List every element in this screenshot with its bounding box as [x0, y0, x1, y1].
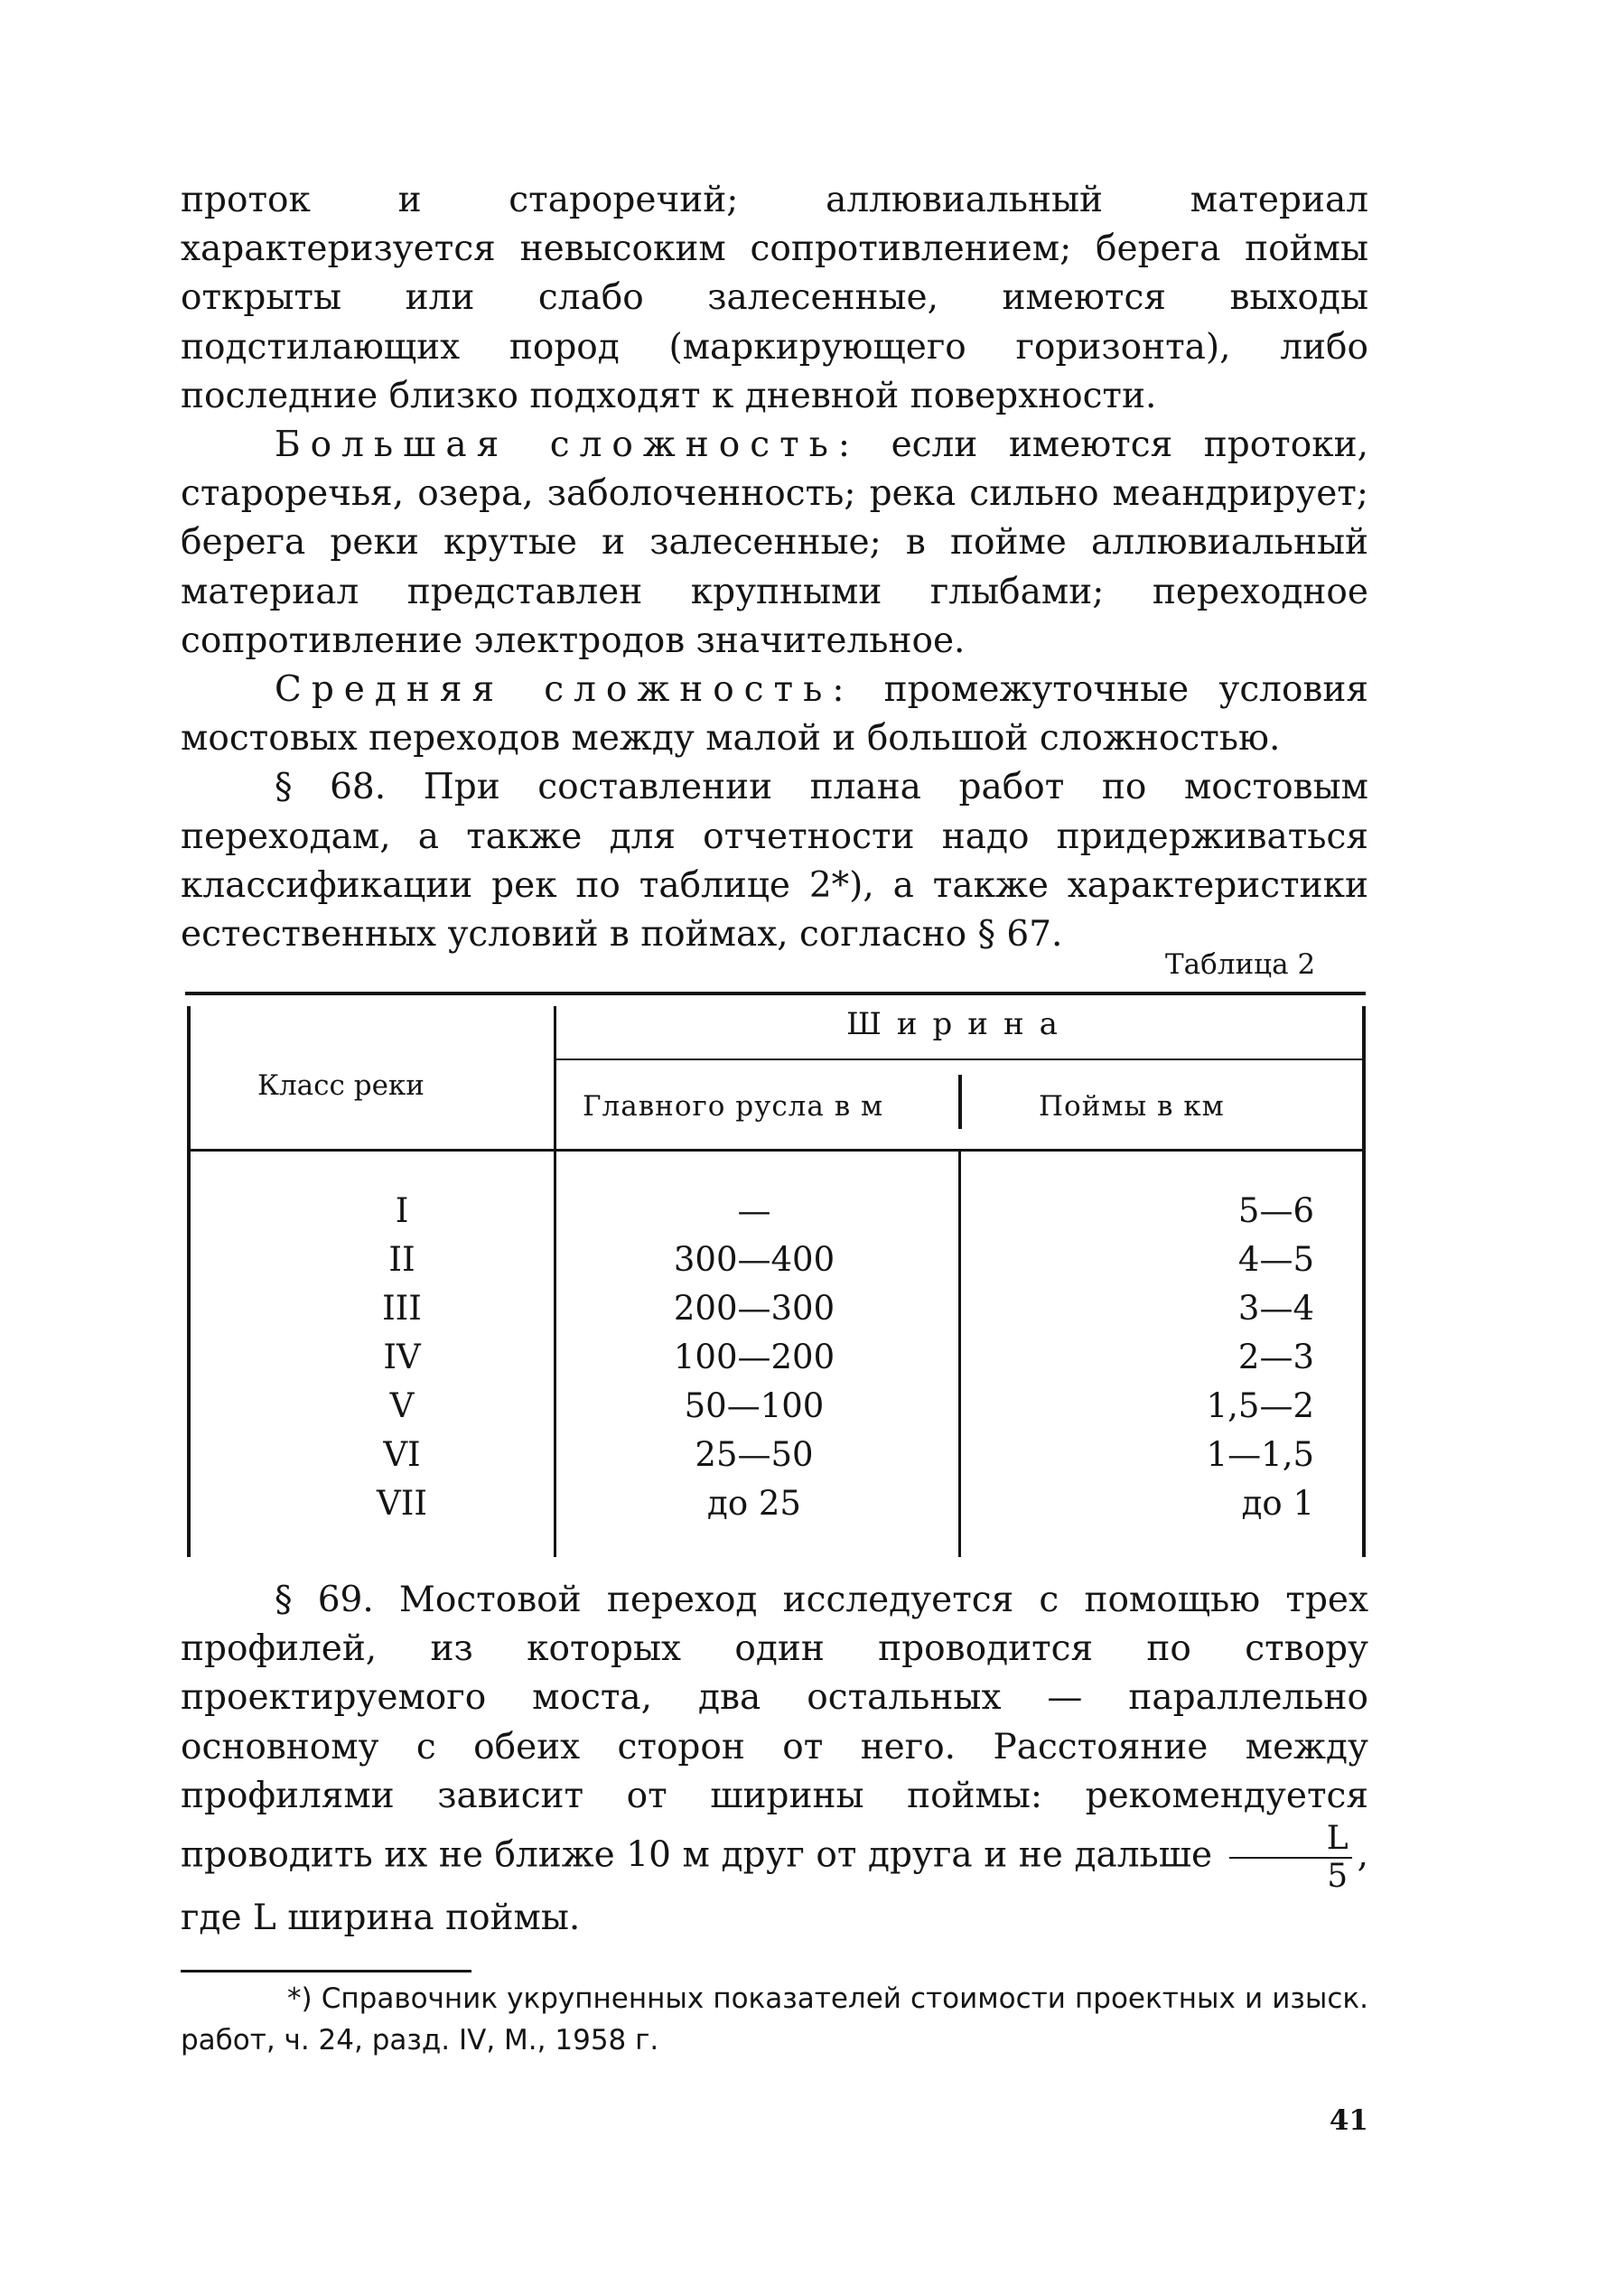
paragraph-5: [181, 1576, 1368, 1943]
paragraph-5-after: , где L ширина поймы.: [181, 1834, 1368, 1939]
paragraph-2-text: если имеются протоки, староречья, озера, заболоченность; река сильно меандрирует; берега реки крутые и залесенные; в пойме аллювиальный материал представлен крупными глыбами; переходное сопротивление электродов значительное.: [181, 424, 1368, 661]
cell-class: VI: [383, 1435, 421, 1474]
cell-flood: до 1: [1241, 1484, 1314, 1523]
main-text: [181, 176, 1368, 959]
cell-flood: 1,5—2: [1206, 1386, 1314, 1425]
table-border-right: [1362, 1006, 1366, 1557]
fraction-denominator: 5: [1327, 1857, 1349, 1895]
cell-class: II: [388, 1240, 415, 1279]
cell-flood: 3—4: [1237, 1289, 1314, 1328]
cell-class: V: [389, 1386, 415, 1425]
header-main-channel: Главного русла в м: [583, 1090, 884, 1123]
table-header-rule: [187, 1149, 1366, 1152]
cell-flood: 2—3: [1237, 1338, 1314, 1376]
table-border-left: [187, 1006, 191, 1557]
paragraph-2: [181, 421, 1368, 666]
paragraph-3: [181, 666, 1368, 763]
paragraph-2-lead: Большая сложность:: [275, 424, 861, 466]
header-floodplain: Поймы в км: [1039, 1090, 1225, 1123]
cell-main: до 25: [707, 1484, 801, 1523]
cell-class: VII: [377, 1484, 427, 1523]
cell-class: I: [395, 1191, 409, 1230]
fraction-l-over-5: [1229, 1821, 1352, 1894]
fraction-numerator: L: [1229, 1821, 1352, 1859]
cell-main: 100—200: [673, 1338, 835, 1376]
footnote: *) Справочник укрупненных показателей стоимости проектных и изыск. работ, ч. 24, разд. IV, М., 1958 г.: [181, 1982, 1368, 2056]
cell-flood: 4—5: [1237, 1240, 1314, 1279]
paragraph-3-lead: Средняя сложность:: [275, 669, 854, 711]
table-divider-1: [554, 1006, 556, 1557]
cell-main: 300—400: [673, 1240, 835, 1279]
table-header-divider: [958, 1075, 962, 1129]
table-divider-2: [958, 1151, 961, 1557]
cell-main: 25—50: [695, 1435, 814, 1474]
cell-class: IV: [383, 1338, 421, 1376]
paragraph-4: § 68. При составлении плана работ по мостовым переходам, а также для отчетности надо придерживаться классификации рек по таблице 2*), а также характеристики естественных условий в поймах, согласно § 67.: [181, 767, 1368, 956]
river-class-table: [185, 992, 1366, 1557]
paragraph-3-text: промежуточные условия мостовых переходов между малой и большой сложностью.: [181, 669, 1368, 760]
paragraph-5-before: § 69. Мостовой переход исследуется с помощью трех профилей, из которых один проводится по створу проектируемого моста, два остальных — параллельно основному с обеих сторон от него. Расстояние между профилями зависит от ширины поймы: рекомендуется проводить их не ближе 10 м друг от друга и не дальше: [181, 1580, 1368, 1876]
cell-flood: 1—1,5: [1206, 1435, 1314, 1474]
footnote-rule: [181, 1970, 471, 1973]
table-caption: Таблица 2: [1165, 948, 1316, 981]
cell-flood: 5—6: [1237, 1191, 1314, 1230]
page-number: 41: [1329, 2104, 1368, 2137]
cell-main: 50—100: [684, 1386, 825, 1425]
cell-main: —: [737, 1191, 771, 1230]
cell-main: 200—300: [673, 1289, 835, 1328]
table-subheader-rule: [554, 1059, 1366, 1060]
header-class: Класс реки: [257, 1069, 425, 1102]
paragraph-1: проток и староречий; аллювиальный материал характеризуется невысоким сопротивлением; берега поймы открыты или слабо залесенные, имеются выходы подстилающих пород (маркирующего горизонта), либо последние близко подходят к дневной поверхности.: [181, 180, 1368, 416]
cell-class: III: [382, 1289, 422, 1328]
paragraph-5-block: [181, 1576, 1368, 1943]
header-width: Ширина: [846, 1006, 1073, 1042]
